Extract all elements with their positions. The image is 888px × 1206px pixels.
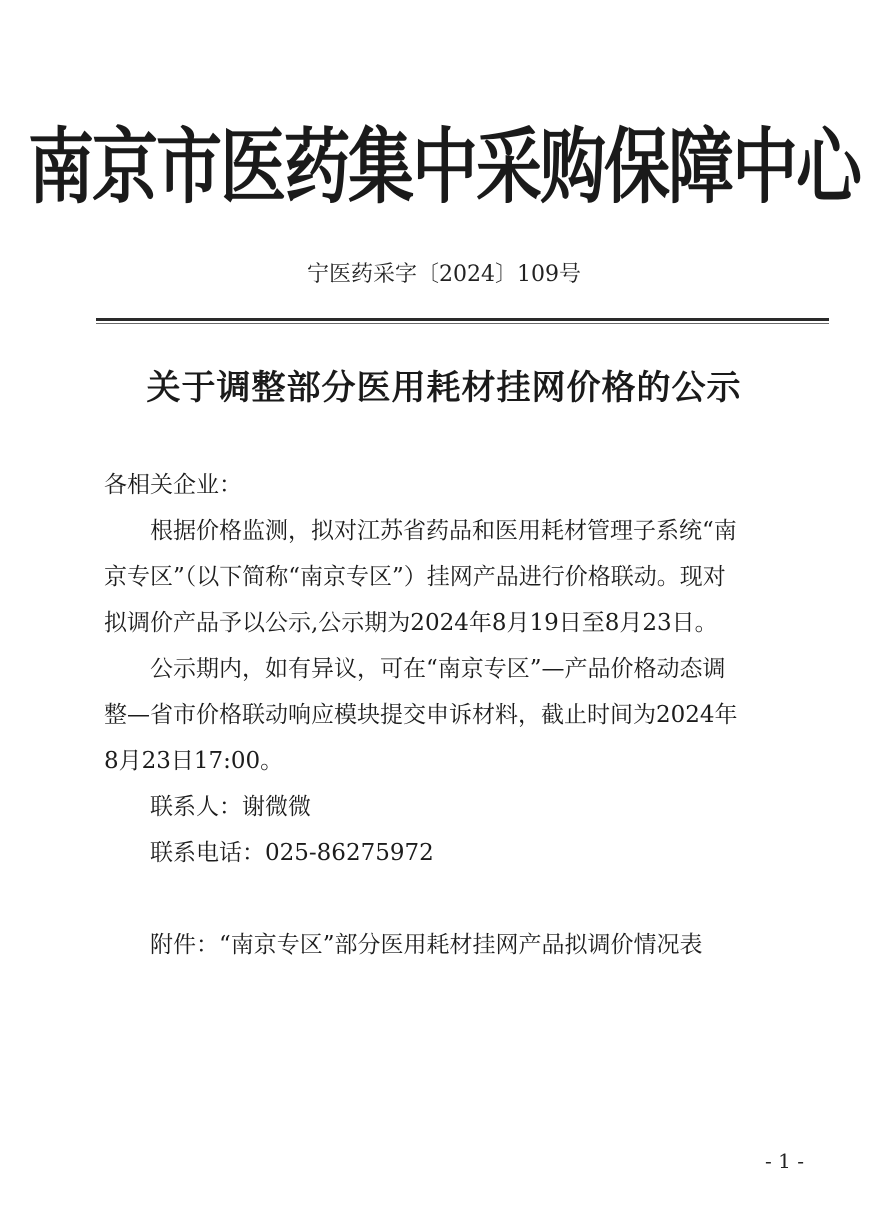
header-divider-thick	[96, 318, 829, 321]
attachment-note: 附件：“南京专区”部分医用耗材挂网产品拟调价情况表	[150, 932, 703, 958]
masthead-title: 南京市医药集中采购保障中心	[28, 118, 860, 215]
paragraph-objection	[104, 646, 830, 784]
page-number: - 1 -	[765, 1149, 804, 1173]
paragraph-line: 拟调价产品予以公示,公示期为2024年8月19日至8月23日。	[104, 610, 718, 636]
salutation: 各相关企业：	[104, 472, 242, 498]
paragraph-line: 根据价格监测，拟对江苏省药品和医用耗材管理子系统“南	[150, 518, 737, 544]
paragraph-line: 整—省市价格联动响应模块提交申诉材料，截止时间为2024年	[104, 702, 738, 728]
paragraph-line: 京专区”（以下简称“南京专区”）挂网产品进行价格联动。现对	[104, 564, 726, 590]
paragraph-price-monitoring	[104, 508, 830, 646]
paragraph-line: 公示期内，如有异议，可在“南京专区”—产品价格动态调	[150, 656, 726, 682]
header-divider-thin	[96, 323, 829, 324]
document-number: 宁医药采字〔2024〕109号	[307, 262, 581, 287]
contact-phone: 联系电话：025-86275972	[150, 840, 434, 866]
paragraph-line: 8月23日17:00。	[104, 748, 284, 774]
notice-body	[104, 462, 830, 968]
notice-title: 关于调整部分医用耗材挂网价格的公示	[146, 368, 742, 408]
contact-person: 联系人：谢微微	[150, 794, 311, 820]
